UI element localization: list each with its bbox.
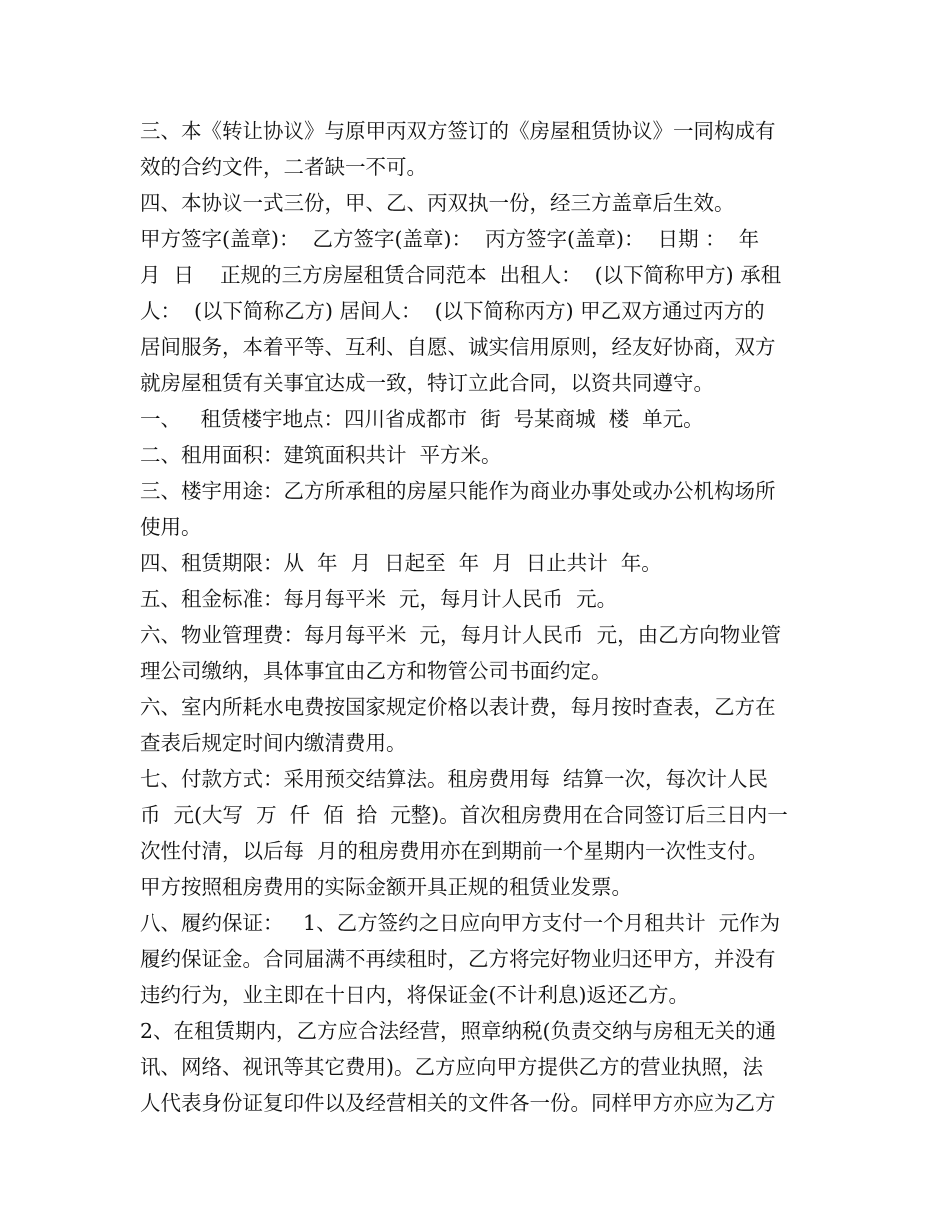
text-line: 二、租用面积：建筑面积共计 平方米。 — [140, 443, 502, 467]
text-line: 甲方按照租房费用的实际金额开具正规的租赁业发票。 — [140, 875, 632, 899]
text-line: 八、履约保证： 1、乙方签约之日应向甲方支付一个月租共计 元作为 — [140, 911, 781, 935]
text-line: 币 元(大写 万 仟 佰 拾 元整)。首次租房费用在合同签订后三日内一 — [140, 803, 788, 827]
text-line: 讯、网络、视讯等其它费用)。乙方应向甲方提供乙方的营业执照，法 — [140, 1055, 763, 1079]
text-line: 三、本《转让协议》与原甲丙双方签订的《房屋租赁协议》一同构成有 — [140, 119, 776, 143]
text-line: 使用。 — [140, 515, 202, 539]
text-line: 甲方签字(盖章)： 乙方签字(盖章)： 丙方签字(盖章)： 日期 ： 年 — [140, 227, 760, 251]
text-line: 居间服务，本着平等、互利、自愿、诚实信用原则，经友好协商，双方 — [140, 335, 776, 359]
text-line: 六、物业管理费：每月每平米 元，每月计人民币 元，由乙方向物业管 — [140, 623, 782, 647]
document-body — [140, 113, 816, 1121]
text-line: 月 日 正规的三方房屋租赁合同范本 出租人： (以下简称甲方) 承租 — [140, 263, 782, 287]
text-line: 三、楼宇用途：乙方所承租的房屋只能作为商业办事处或办公机构场所 — [140, 479, 776, 503]
text-line: 违约行为，业主即在十日内，将保证金(不计利息)返还乙方。 — [140, 983, 689, 1007]
text-line: 理公司缴纳，具体事宜由乙方和物管公司书面约定。 — [140, 659, 612, 683]
text-line: 查表后规定时间内缴清费用。 — [140, 731, 407, 755]
text-line: 七、付款方式：采用预交结算法。租房费用每 结算一次，每次计人民 — [140, 767, 769, 791]
text-line: 四、本协议一式三份，甲、乙、丙双执一份，经三方盖章后生效。 — [140, 191, 735, 215]
text-line: 人代表身份证复印件以及经营相关的文件各一份。同样甲方亦应为乙方 — [140, 1091, 776, 1115]
text-line: 效的合约文件，二者缺一不可。 — [140, 155, 427, 179]
text-line: 一、 租赁楼宇地点：四川省成都市 街 号某商城 楼 单元。 — [140, 407, 704, 431]
text-line: 人： (以下简称乙方) 居间人： (以下简称丙方) 甲乙双方通过丙方的 — [140, 299, 765, 323]
text-line: 四、租赁期限：从 年 月 日起至 年 月 日止共计 年。 — [140, 551, 662, 575]
text-line: 就房屋租赁有关事宜达成一致，特订立此合同，以资共同遵守。 — [140, 371, 714, 395]
text-line: 履约保证金。合同届满不再续租时，乙方将完好物业归还甲方，并没有 — [140, 947, 776, 971]
text-line: 五、租金标准：每月每平米 元，每月计人民币 元。 — [140, 587, 618, 611]
text-line: 2、在租赁期内，乙方应合法经营，照章纳税(负责交纳与房租无关的通 — [140, 1019, 777, 1043]
text-line: 次性付清，以后每 月的租房费用亦在到期前一个星期内一次性支付。 — [140, 839, 769, 863]
text-line: 六、室内所耗水电费按国家规定价格以表计费，每月按时查表，乙方在 — [140, 695, 776, 719]
